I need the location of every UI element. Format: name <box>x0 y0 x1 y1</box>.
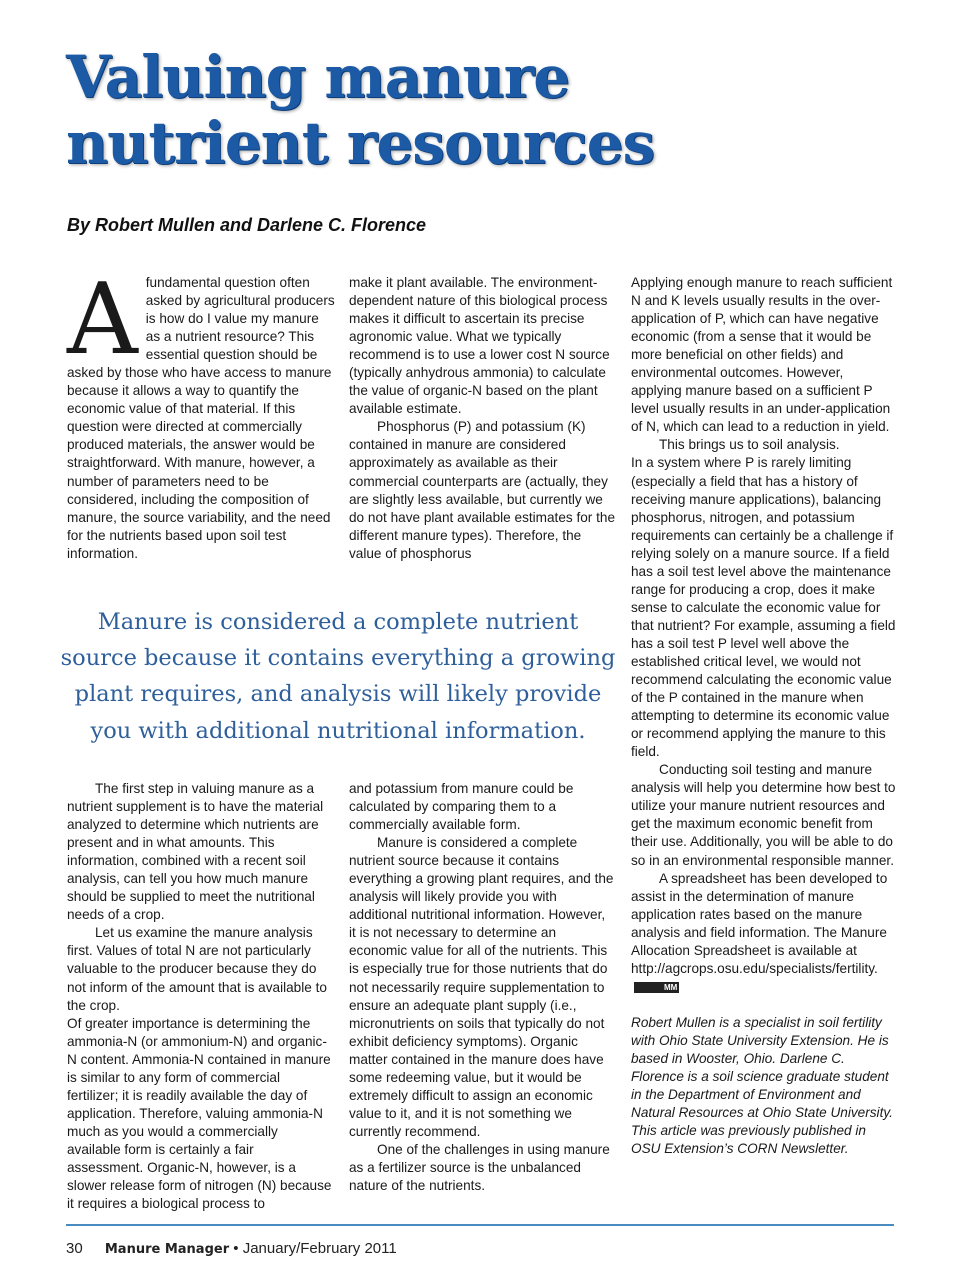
paragraph: Let us examine the manure analysis first. Values of total N are not particularly valuable to the producer because they do not inform of the amount that is available to the crop. <box>67 925 327 1013</box>
paragraph: This brings us to soil analysis. <box>659 437 840 453</box>
paragraph: make it plant available. The environment-dependent nature of this biological process makes it difficult to ascertain its precise agronomic value. What we typically recommend is to use a lower cost N source (typically anhydrous ammonia) to calculate the value of organic-N based on the plant available estimate. <box>349 275 610 417</box>
paragraph: Applying enough manure to reach sufficient N and K levels usually results in the over-application of P, which can have negative economic (from a sense that it would be more beneficial on other fields) and environmental outcomes. However, applying manure based on a sufficient P level usually results in an under-application of N, which can lead to a reduction in yield. <box>631 275 893 435</box>
intro-text: fundamental question often asked by agricultural producers is how do I value my manure as a nutrient resource? This essential question should be asked by those who have access to manure because it allows a way to quantify the economic value of that material. If this question were directed at commercially produced materials, the answer would be straightforward. With manure, however, a number of parameters need to be considered, including the composition of manure, the source variability, and the need for the nutrients based upon soil test information. <box>67 275 335 561</box>
page-number: 30 <box>66 1240 83 1257</box>
paragraph: The first step in valuing manure as a nutrient supplement is to have the material analyzed to determine which nutrients are present and in what amounts. This information, combined with a recent soil analysis, can tell you how much manure should be supplied to meet the nutritional needs of a crop. <box>67 781 324 923</box>
title-line-2: nutrient resources <box>66 109 655 177</box>
paragraph <box>631 870 897 996</box>
author-bio: Robert Mullen is a specialist in soil fertility with Ohio State University Extension. He is based in Wooster, Ohio. Darlene C. Florence is a soil science graduate student in the Department of Environment and Natural Resources at Ohio State University. This article was previously published in OSU Extension’s CORN Newsletter. <box>631 1014 893 1157</box>
column-2-bottom <box>349 780 615 1195</box>
column-2-top <box>349 274 617 563</box>
paragraph: Manure is considered a complete nutrient source because it contains everything a growing plant requires, and the analysis will likely provide you with additional nutritional information. However, it is not necessary to determine an economic value for all of the nutrients. This is especially true for those nutrients that do not necessarily require supplementation to ensure an adequate plant supply (i.e., micronutrients on soils that typically do not exhibit deficiency symptoms). Organic matter contained in the manure does have some redeeming value, but it would be extremely difficult to assign an economic value to it, and it is not something we currently recommend. <box>349 835 614 1139</box>
paragraph: In a system where P is rarely limiting (especially a field that has a history of receiving manure applications), balancing phosphorus, nitrogen, and potassium requirements can certainly be a challenge if relying solely on a manure source. If a field has a soil test level above the maintenance range for producing a crop, does it make sense to calculate the economic value for that nutrient? For example, assuming a field has a soil test P level well above the established critical level, we would not recommend calculating the economic value of the P contained in the manure when attempting to determine its economic value or recommend applying the manure to this field. <box>631 455 896 760</box>
pull-quote: Manure is considered a complete nutrient source because it contains everything a growing plant requires, and analysis will likely provide you with additional nutritional information. <box>60 609 616 744</box>
footer-rule <box>66 1224 894 1226</box>
article-title <box>66 44 654 176</box>
paragraph: Phosphorus (P) and potassium (K) contained in manure are considered approximately as available as their commercial counterparts are (actually, they are slightly less available, but currently we do not have plant available estimates for the different manure types). Therefore, the value of phosphorus <box>349 419 616 561</box>
paragraph: and potassium from manure could be calculated by comparing them to a commercially available form. <box>349 781 574 833</box>
issue-date: January/February 2011 <box>242 1240 397 1257</box>
intro-paragraph <box>67 263 335 563</box>
footer-separator: • <box>233 1240 239 1257</box>
paragraph: One of the challenges in using manure as a fertilizer source is the unbalanced nature of the nutrients. <box>349 1141 610 1194</box>
paragraph: Conducting soil testing and manure analysis will help you determine how best to utilize your manure nutrient resources and get the maximum economic benefit from their use. Additionally, you will be able to do so in an environmental responsible manner. <box>631 762 896 868</box>
column-3 <box>631 274 897 1158</box>
paragraph: Of greater importance is determining the ammonia-N (or ammonium-N) and organic-N content. Ammonia-N contained in manure is similar to any form of commercial fertilizer; it is readily available the day of application. Therefore, valuing ammonia-N much as you would a commercially available form is certainly a fair assessment. Organic-N, however, is a slower release form of nitrogen (N) because it requires a biological process to <box>67 1015 332 1212</box>
column-1-bottom <box>67 780 333 1213</box>
title-line-1: Valuing manure <box>66 43 570 111</box>
end-mark-icon: MM <box>634 982 679 993</box>
page-footer <box>66 1240 397 1257</box>
drop-cap: A <box>67 263 138 377</box>
column-1-top <box>67 263 335 563</box>
magazine-name: Manure Manager <box>104 1242 230 1257</box>
spreadsheet-text: A spreadsheet has been developed to assist in the determination of manure application rates based on the manure analysis and field information. The Manure Allocation Spreadsheet is available at http://agcrops.osu.edu/specialists/fertility. <box>631 870 888 976</box>
byline: By Robert Mullen and Darlene C. Florence <box>67 215 427 235</box>
